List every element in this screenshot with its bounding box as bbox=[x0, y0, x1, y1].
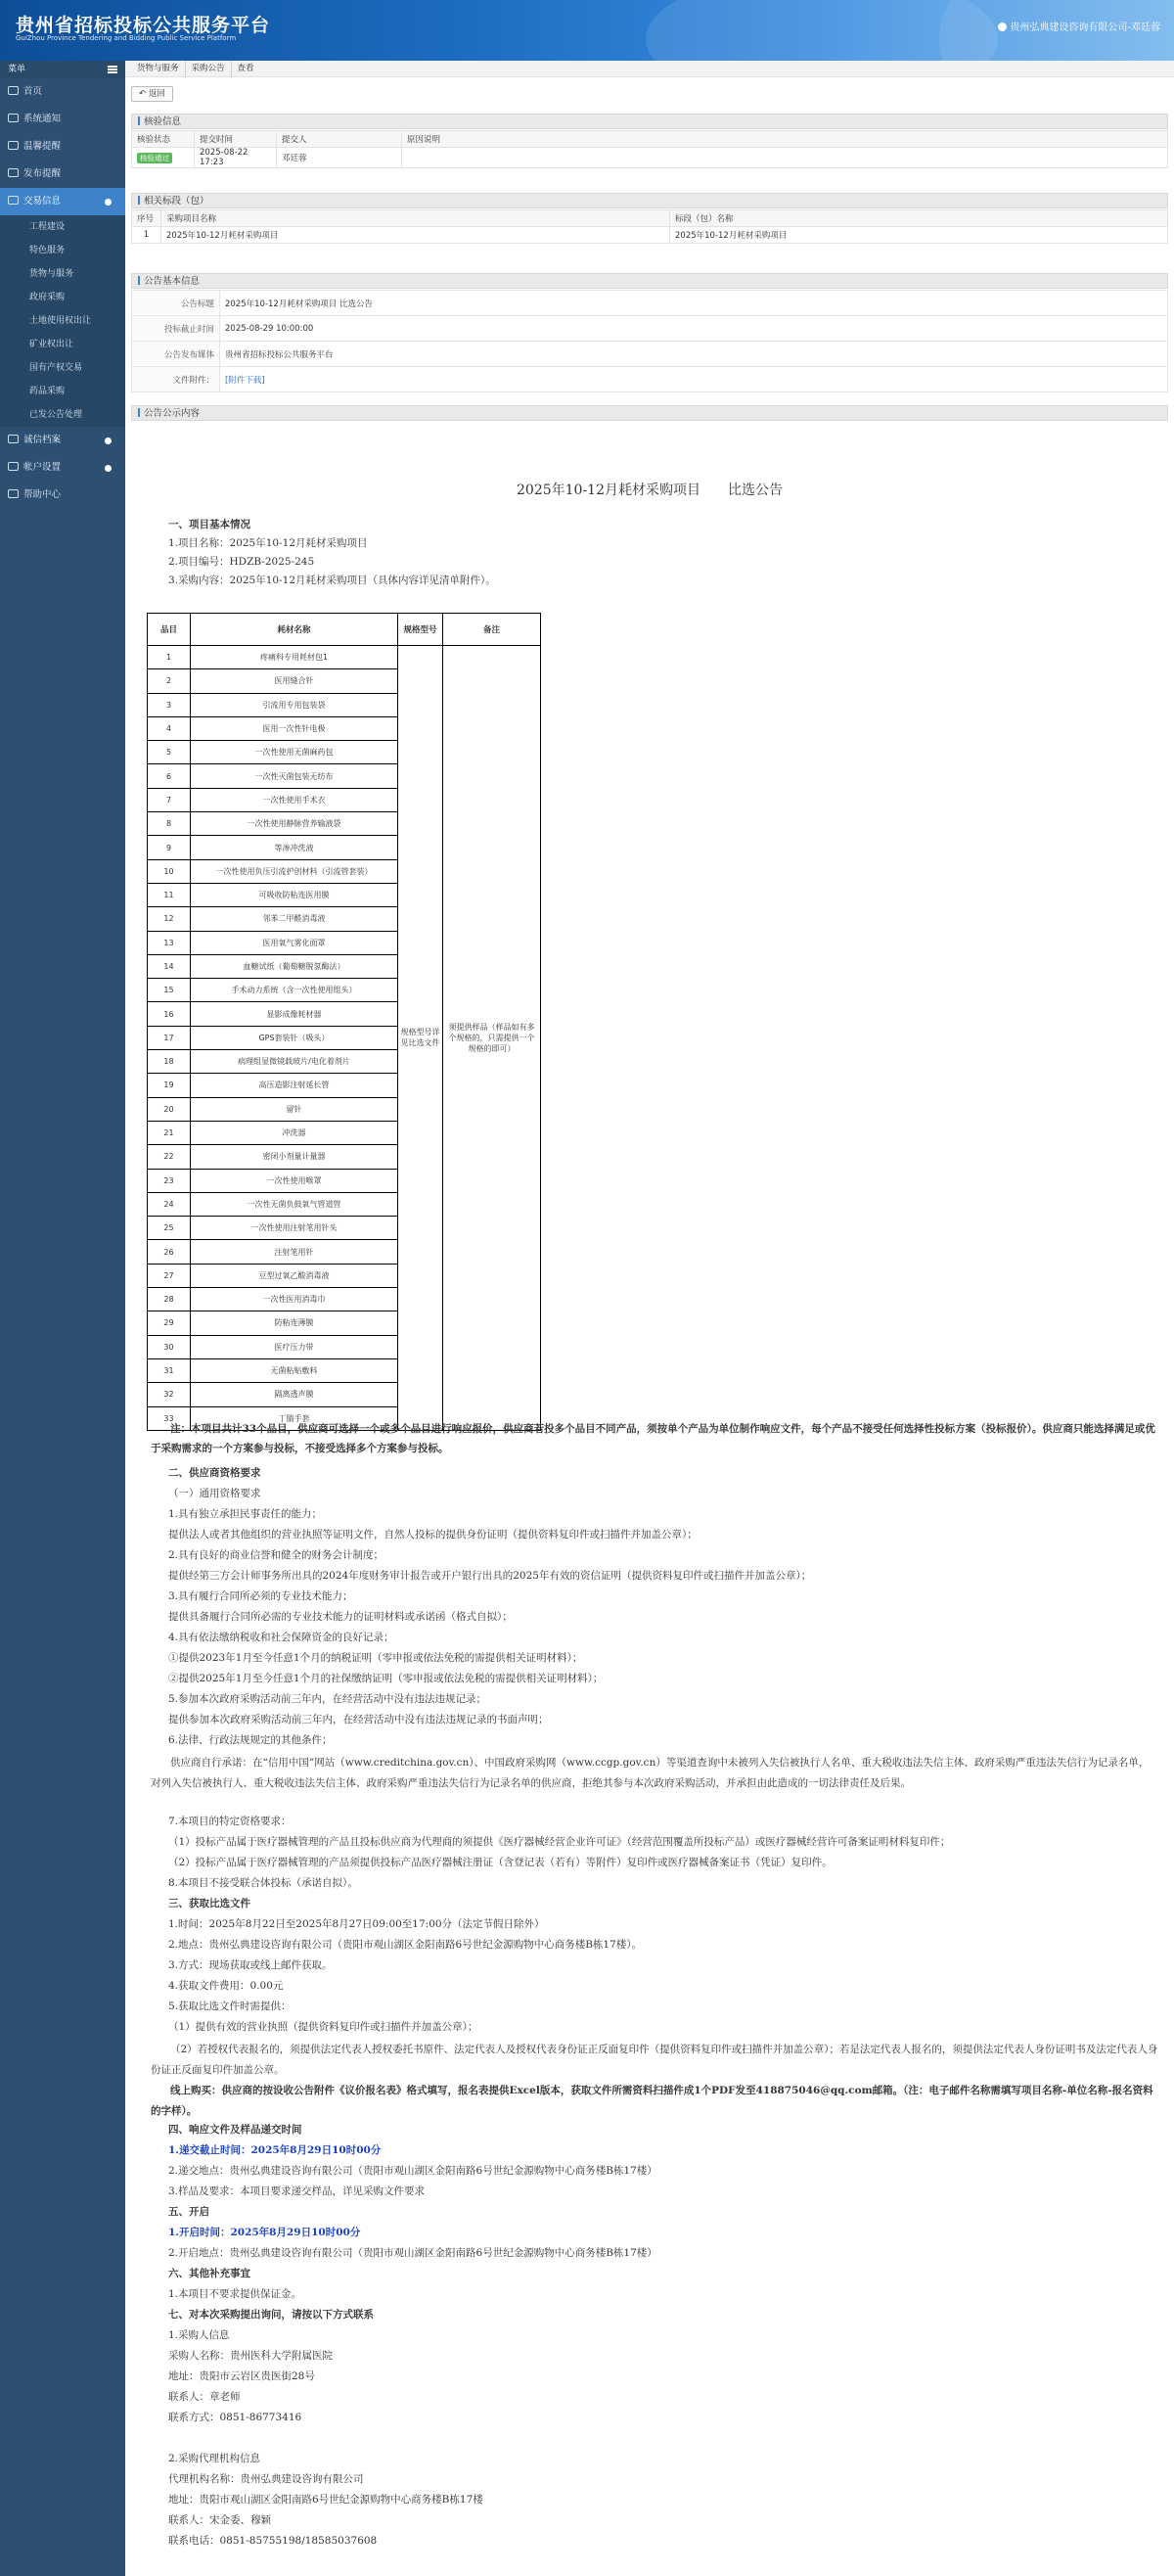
breadcrumb bbox=[125, 61, 1174, 77]
item-number: 29 bbox=[148, 1311, 191, 1335]
user-icon bbox=[8, 462, 19, 471]
sidebar-item-label: 首页 bbox=[23, 86, 43, 97]
item-number: 1 bbox=[148, 646, 191, 669]
site-subtitle: GuiZhou Province Tendering and Bidding Public Service Platform bbox=[16, 34, 237, 42]
items-table bbox=[147, 613, 541, 1431]
item-number: 25 bbox=[148, 1217, 191, 1240]
text-line: 联系电话：0851-85755198/18585037608 bbox=[168, 2535, 378, 2547]
item-name: 显影成像耗材器 bbox=[191, 1002, 398, 1026]
sidebar-menu-header bbox=[0, 61, 125, 78]
item-number: 9 bbox=[148, 836, 191, 859]
sidebar-item-reminder[interactable] bbox=[0, 133, 125, 161]
item-name: 可吸收防粘连医用膜 bbox=[191, 883, 398, 906]
expand-indicator-icon bbox=[105, 465, 112, 472]
sidebar bbox=[0, 61, 125, 2576]
col-header: 原因说明 bbox=[402, 131, 1168, 148]
check-reason bbox=[402, 148, 1168, 168]
item-number: 27 bbox=[148, 1264, 191, 1287]
text-line: 3.样品及要求：本项目要求递交样品，详见采购文件要求 bbox=[168, 2185, 426, 2197]
item-number: 17 bbox=[148, 1026, 191, 1049]
section-heading: 五、开启 bbox=[168, 2206, 209, 2218]
item-name: 隔离透声膜 bbox=[191, 1383, 398, 1406]
item-name: 一次性使用手术衣 bbox=[191, 788, 398, 811]
item-number: 28 bbox=[148, 1288, 191, 1311]
col-header: 备注 bbox=[443, 614, 541, 646]
check-time: 2025-08-22 17:23 bbox=[195, 148, 277, 168]
item-name: 一次性使用负压引流护创材料（引流管套装） bbox=[191, 859, 398, 883]
item-name: GPS套装针（吸头） bbox=[191, 1026, 398, 1049]
items-table-row bbox=[148, 646, 541, 669]
text-line: 地址：贵阳市观山湖区金阳南路6号世纪金源购物中心商务楼B栋17楼 bbox=[168, 2494, 483, 2506]
item-name: 注射笔用针 bbox=[191, 1240, 398, 1264]
text-line: 提供具备履行合同所必需的专业技术能力的证明材料或承诺函（格式自拟）； bbox=[168, 1611, 513, 1623]
check-person: 邓廷蓉 bbox=[277, 148, 402, 168]
content-panel-header: 公告公示内容 bbox=[131, 405, 1168, 421]
text-line: （1）提供有效的营业执照（提供资料复印件或扫描件并加盖公章）； bbox=[168, 2021, 478, 2033]
sidebar-subitem[interactable]: 矿业权出让 bbox=[0, 333, 125, 356]
text-paragraph: 供应商自行承诺：在“信用中国”网站（www.creditchina.gov.cn）、中国政府采购网（www.ccgp.gov.cn）等渠道查询中未被列入失信被执行人名单、重大税收违法失信主体、政府采购严重违法失信行为记录名单，对列入失信被执行人、重大税收违法失信主体、政府采购严重违法失信行为记录名单的供应商，拒绝其参与本次政府采购活动，并承担由此造成的一切法律责任及后果。 bbox=[151, 1757, 1150, 1789]
sidebar-item-publish-reminder[interactable] bbox=[0, 161, 125, 188]
sidebar-subitem[interactable]: 已发公告处理 bbox=[0, 403, 125, 427]
publish-icon bbox=[8, 168, 19, 177]
text-line: 2.递交地点：贵州弘典建设咨询有限公司（贵阳市观山湖区金阳南路6号世纪金源购物中心商务楼B栋17楼） bbox=[168, 2165, 657, 2177]
item-number: 22 bbox=[148, 1145, 191, 1169]
item-number: 6 bbox=[148, 764, 191, 788]
text-line: 1.项目名称：2025年10-12月耗材采购项目 bbox=[168, 537, 368, 549]
section-heading: 六、其他补充事宜 bbox=[168, 2268, 250, 2279]
text-line: 3.方式：现场获取或线上邮件获取。 bbox=[168, 1959, 333, 1971]
text-line: 4.获取文件费用：0.00元 bbox=[168, 1980, 284, 1992]
item-number: 32 bbox=[148, 1383, 191, 1406]
user-name: 贵州弘典建设咨询有限公司-邓廷蓉 bbox=[1010, 23, 1160, 33]
section-heading: 七、对本次采购提出询问，请按以下方式联系 bbox=[168, 2309, 374, 2321]
expand-indicator-icon bbox=[105, 199, 112, 206]
item-name: 一次性无菌负鼓氧气管道管 bbox=[191, 1192, 398, 1216]
item-name: 手术动力系统（含一次性使用组头） bbox=[191, 979, 398, 1002]
item-number: 24 bbox=[148, 1192, 191, 1216]
sidebar-item-label: 诚信档案 bbox=[23, 435, 62, 445]
text-line: 5.获取比选文件时需提供： bbox=[168, 2001, 292, 2012]
text-line: 提供法人或者其他组织的营业执照等证明文件，自然人投标的提供身份证明（提供资料复印件或扫描件并加盖公章）； bbox=[168, 1529, 698, 1541]
text-line: 代理机构名称：贵州弘典建设咨询有限公司 bbox=[168, 2473, 364, 2485]
text-line: （一）通用资格要求 bbox=[168, 1488, 261, 1499]
col-header: 核验状态 bbox=[132, 131, 195, 148]
text-line: 2.采购代理机构信息 bbox=[168, 2453, 261, 2464]
item-number: 4 bbox=[148, 716, 191, 740]
text-line: 1.本项目不要求提供保证金。 bbox=[168, 2288, 302, 2300]
text-paragraph: 线上购买：供应商的按设收公告附件《议价报名表》格式填写，报名表提供Excel版本，获取文件所需资料扫描件成1个PDF发至418875046@qq.com邮箱。（注：电子邮件名称需填写项目名称-单位名称-报名资料的字样）。 bbox=[151, 2085, 1153, 2117]
text-line: 联系方式：0851-86773416 bbox=[168, 2412, 302, 2423]
item-name: 医疗压力带 bbox=[191, 1335, 398, 1358]
check-panel-header: 核验信息 bbox=[131, 114, 1168, 129]
breadcrumb-item[interactable]: 采购公告 bbox=[186, 61, 232, 77]
item-name: 引流用专用包装袋 bbox=[191, 693, 398, 716]
item-number: 11 bbox=[148, 883, 191, 906]
item-number: 2 bbox=[148, 669, 191, 693]
back-icon: ↶ bbox=[139, 89, 149, 99]
item-name: 一次性灭菌包装无纺布 bbox=[191, 764, 398, 788]
item-number: 19 bbox=[148, 1074, 191, 1097]
section-heading: 四、响应文件及样品递交时间 bbox=[168, 2124, 302, 2136]
trade-icon bbox=[8, 196, 19, 205]
text-line: 地址：贵阳市云岩区贵医街28号 bbox=[168, 2370, 315, 2382]
sidebar-item-label: 帮助中心 bbox=[23, 489, 62, 500]
item-number: 5 bbox=[148, 741, 191, 764]
notice-title: 2025年10-12月耗材采购项目 比选公告 bbox=[517, 483, 783, 498]
item-name: 冲洗器 bbox=[191, 1121, 398, 1144]
sidebar-subitem[interactable]: 政府采购 bbox=[0, 286, 125, 309]
menu-label: 菜单 bbox=[8, 65, 26, 74]
item-name: 一次性使用注射笔用针头 bbox=[191, 1217, 398, 1240]
related-table bbox=[131, 209, 1168, 244]
credit-icon bbox=[8, 435, 19, 443]
user-menu[interactable] bbox=[998, 19, 1160, 33]
col-header: 提交人 bbox=[277, 131, 402, 148]
item-name: 医用缝合针 bbox=[191, 669, 398, 693]
item-number: 14 bbox=[148, 954, 191, 978]
section-heading: 二、供应商资格要求 bbox=[168, 1467, 261, 1479]
item-name: 医用一次性针电极 bbox=[191, 716, 398, 740]
text-line: 2.项目编号：HDZB-2025-245 bbox=[168, 556, 315, 568]
expand-indicator-icon bbox=[105, 437, 112, 444]
item-number: 21 bbox=[148, 1121, 191, 1144]
sidebar-item-trade-info[interactable] bbox=[0, 188, 125, 215]
sidebar-subitem[interactable]: 药品采购 bbox=[0, 380, 125, 403]
item-number: 15 bbox=[148, 979, 191, 1002]
row-lot: 2025年10-12月耗材采购项目 bbox=[670, 227, 1168, 244]
row-project: 2025年10-12月耗材采购项目 bbox=[161, 227, 670, 244]
sidebar-item-notice[interactable] bbox=[0, 106, 125, 133]
item-number: 12 bbox=[148, 907, 191, 931]
sidebar-item-label: 系统通知 bbox=[23, 114, 62, 124]
item-number: 20 bbox=[148, 1097, 191, 1121]
item-number: 3 bbox=[148, 693, 191, 716]
sidebar-item-help[interactable] bbox=[0, 482, 125, 509]
main-content bbox=[125, 61, 1174, 2576]
sidebar-item-label: 帐户设置 bbox=[23, 462, 62, 473]
text-line: 提供参加本次政府采购活动前三年内，在经营活动中没有违法违规记录的书面声明； bbox=[168, 1714, 549, 1725]
sidebar-item-credit[interactable] bbox=[0, 427, 125, 454]
item-name: 无菌粘贴敷料 bbox=[191, 1358, 398, 1382]
back-button[interactable] bbox=[131, 86, 173, 102]
text-line: 3.采购内容：2025年10-12月耗材采购项目（具体内容详见清单附件）。 bbox=[168, 575, 496, 586]
text-line: 采购人名称：贵州医科大学附属医院 bbox=[168, 2350, 333, 2362]
text-line: （1）投标产品属于医疗器械管理的产品且投标供应商为代理商的须提供《医疗器械经营企业许可证》（经营范围覆盖所投标产品）或医疗器械经营许可备案证明材料复印件； bbox=[168, 1836, 951, 1848]
text-line: 7.本项目的特定资格要求： bbox=[168, 1816, 292, 1827]
text-line: 2.地点：贵州弘典建设咨询有限公司（贵阳市观山湖区金阳南路6号世纪金源购物中心商务楼B栋17楼）。 bbox=[168, 1939, 643, 1951]
item-name: 一次性使用喉罩 bbox=[191, 1169, 398, 1192]
text-line: （2）投标产品属于医疗器械管理的产品须提供投标产品医疗器械注册证（含登记表（若有）等附件）复印件或医疗器械备案证书（凭证）复印件。 bbox=[168, 1857, 833, 1868]
item-remark-merged: 须提供样品（样品如有多个规格的，只需提供一个规格的即可） bbox=[443, 646, 541, 1431]
item-number: 10 bbox=[148, 859, 191, 883]
item-name: 留针 bbox=[191, 1097, 398, 1121]
col-header: 品目 bbox=[148, 614, 191, 646]
row-no: 1 bbox=[132, 227, 161, 244]
text-line: 1.具有独立承担民事责任的能力； bbox=[168, 1508, 323, 1520]
note-paragraph: 注：本项目共计33个品目，供应商可选择一个或多个品目进行响应报价，供应商若投多个品目不同产品，须按单个产品为单位制作响应文件，每个产品不接受任何选择性投标方案（投标报价）。供应商只能选择满足或优于采购需求的一个方案参与投标，不接受选择多个方案参与投标。 bbox=[151, 1423, 1155, 1454]
col-header: 采购项目名称 bbox=[161, 210, 670, 227]
deadline-line: 1.递交截止时间：2025年8月29日10时00分 bbox=[168, 2144, 382, 2156]
col-header: 序号 bbox=[132, 210, 161, 227]
text-line: 3.具有履行合同所必须的专业技术能力； bbox=[168, 1590, 353, 1602]
related-panel-header: 相关标段（包） bbox=[131, 193, 1168, 208]
item-number: 26 bbox=[148, 1240, 191, 1264]
item-name: 防粘连薄膜 bbox=[191, 1311, 398, 1335]
text-line: 1.采购人信息 bbox=[168, 2329, 230, 2341]
col-header: 标段（包）名称 bbox=[670, 210, 1168, 227]
sidebar-subitem[interactable]: 工程建设 bbox=[0, 215, 125, 239]
breadcrumb-item[interactable]: 货物与服务 bbox=[131, 61, 186, 77]
text-line: 4.具有依法缴纳税收和社会保障资金的良好记录； bbox=[168, 1632, 394, 1643]
field-label: 投标截止时间 bbox=[132, 316, 220, 342]
item-name: 一次性使用无菌麻药包 bbox=[191, 741, 398, 764]
text-line: ①提供2023年1月至今任意1个月的纳税证明（零申报或依法免税的需提供相关证明材料）； bbox=[168, 1652, 583, 1664]
bell-icon bbox=[8, 141, 19, 150]
notice-icon bbox=[8, 114, 19, 122]
site-title: 贵州省招标投标公共服务平台 bbox=[16, 15, 271, 36]
check-table bbox=[131, 130, 1168, 168]
home-icon bbox=[8, 86, 19, 95]
section-heading: 一、项目基本情况 bbox=[168, 519, 250, 530]
check-status-cell bbox=[132, 148, 195, 168]
item-name: 邻苯二甲醛消毒液 bbox=[191, 907, 398, 931]
item-number: 13 bbox=[148, 931, 191, 954]
field-value: 2025年10-12月耗材采购项目 比选公告 bbox=[220, 291, 1168, 316]
back-label: 返回 bbox=[148, 89, 165, 99]
text-line: 提供经第三方会计师事务所出具的2024年度财务审计报告或开户银行出具的2025年有效的资信证明（提供资料复印件或扫描件并加盖公章）； bbox=[168, 1570, 812, 1582]
basic-info-table bbox=[131, 290, 1168, 392]
basic-panel-header: 公告基本信息 bbox=[131, 273, 1168, 289]
notice-content bbox=[131, 470, 1168, 2574]
field-label: 文件附件： bbox=[132, 367, 220, 392]
item-name: 一次性医用消毒巾 bbox=[191, 1288, 398, 1311]
item-name: 高压造影注射延长管 bbox=[191, 1074, 398, 1097]
sidebar-item-label: 交易信息 bbox=[23, 196, 62, 207]
text-paragraph: （2）若授权代表报名的，须提供法定代表人授权委托书原件、法定代表人及授权代表身份证正反面复印件（提供资料复印件或扫描件并加盖公章）；若是法定代表人报名的，须提供法定代表人身份证明书及法定代表人身份证正反面复印件加盖公章。 bbox=[151, 2044, 1158, 2076]
text-line: 6.法律、行政法规规定的其他条件； bbox=[168, 1734, 333, 1746]
item-spec-merged: 规格型号详见比选文件 bbox=[398, 646, 443, 1431]
status-badge: 核验通过 bbox=[137, 153, 172, 163]
text-line: 1.时间：2025年8月22日至2025年8月27日09:00至17:00分（法定节假日除外） bbox=[168, 1918, 545, 1930]
field-value: 2025-08-29 10:00:00 bbox=[220, 316, 1168, 342]
item-number: 30 bbox=[148, 1335, 191, 1358]
item-name: 一次性使用静脉营养输液袋 bbox=[191, 812, 398, 836]
item-number: 16 bbox=[148, 1002, 191, 1026]
item-number: 31 bbox=[148, 1358, 191, 1382]
item-name: 疼痛科专用耗材包1 bbox=[191, 646, 398, 669]
text-line: 5.参加本次政府采购活动前三年内，在经营活动中没有违法违规记录； bbox=[168, 1693, 487, 1705]
text-line: ②提供2025年1月至今任意1个月的社保缴纳证明（零申报或依法免税的需提供相关证明材料）； bbox=[168, 1673, 604, 1684]
text-line: 8.本项目不接受联合体投标（承诺自拟）。 bbox=[168, 1877, 358, 1889]
text-line: 联系人：宋金委、穆颖 bbox=[168, 2514, 271, 2526]
sidebar-item-home[interactable] bbox=[0, 78, 125, 106]
sidebar-item-label: 发布提醒 bbox=[23, 168, 62, 179]
item-name: 豆型过氧乙酸消毒液 bbox=[191, 1264, 398, 1287]
item-name: 医用氧气雾化面罩 bbox=[191, 931, 398, 954]
col-header: 规格型号 bbox=[398, 614, 443, 646]
field-label: 公告标题 bbox=[132, 291, 220, 316]
section-heading: 三、获取比选文件 bbox=[168, 1898, 250, 1909]
item-number: 7 bbox=[148, 788, 191, 811]
text-line: 联系人：章老师 bbox=[168, 2391, 241, 2403]
sidebar-item-label: 温馨提醒 bbox=[23, 141, 62, 152]
item-name: 等渗冲洗液 bbox=[191, 836, 398, 859]
field-value: 贵州省招标投标公共服务平台 bbox=[220, 342, 1168, 367]
user-icon bbox=[998, 23, 1007, 31]
item-number: 8 bbox=[148, 812, 191, 836]
text-line: 2.开启地点：贵州弘典建设咨询有限公司（贵阳市观山湖区金阳南路6号世纪金源购物中心商务楼B栋17楼） bbox=[168, 2247, 657, 2259]
item-name: 血糖试纸（葡萄糖脱氢酶法） bbox=[191, 954, 398, 978]
opening-time-line: 1.开启时间：2025年8月29日10时00分 bbox=[168, 2227, 361, 2238]
header-bar bbox=[0, 0, 1174, 61]
sidebar-subitem[interactable]: 国有产权交易 bbox=[0, 356, 125, 380]
item-name: 病理组显微镜载玻片/电化着剂片 bbox=[191, 1050, 398, 1074]
item-name: 密闭小剂量计量器 bbox=[191, 1145, 398, 1169]
help-icon bbox=[8, 489, 19, 498]
item-number: 33 bbox=[148, 1406, 191, 1430]
menu-toggle-icon[interactable] bbox=[108, 66, 117, 73]
breadcrumb-current: 查看 bbox=[237, 64, 254, 73]
text-line: 2.具有良好的商业信誉和健全的财务会计制度； bbox=[168, 1549, 384, 1561]
item-number: 23 bbox=[148, 1169, 191, 1192]
col-header: 提交时间 bbox=[195, 131, 277, 148]
item-name: 丁腈手套 bbox=[191, 1406, 398, 1430]
attachment-download-link[interactable]: [附件下载] bbox=[225, 375, 265, 386]
field-label: 公告发布媒体 bbox=[132, 342, 220, 367]
sidebar-subitem[interactable]: 土地使用权出让 bbox=[0, 309, 125, 333]
sidebar-subitem[interactable]: 货物与服务 bbox=[0, 262, 125, 286]
item-number: 18 bbox=[148, 1050, 191, 1074]
sidebar-subitem[interactable]: 特色服务 bbox=[0, 239, 125, 262]
col-header: 耗材名称 bbox=[191, 614, 398, 646]
sidebar-item-account[interactable] bbox=[0, 454, 125, 482]
